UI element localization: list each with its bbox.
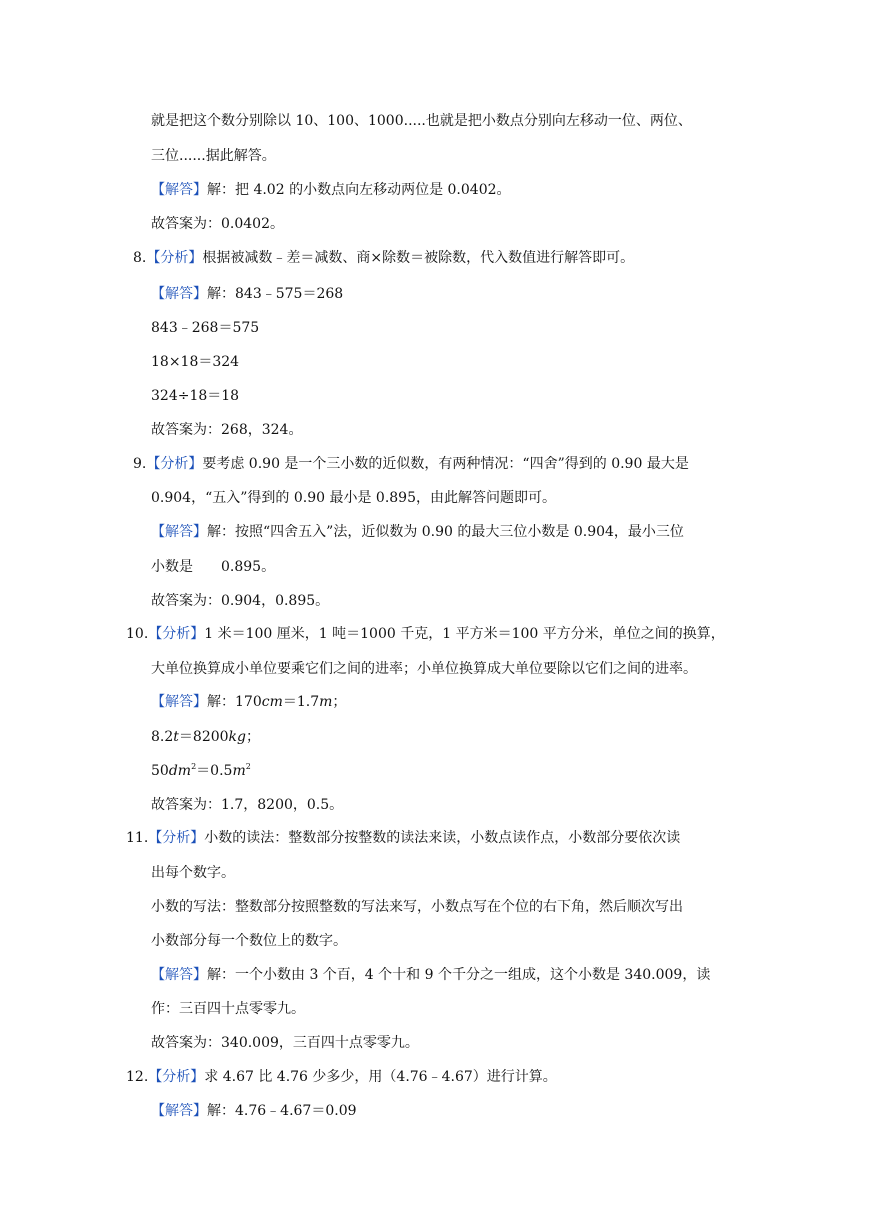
line-text: 0.904，“五入”得到的 0.90 最小是 0.895，由此解答问题即可。 [151, 490, 556, 506]
unit-text: m [232, 763, 246, 779]
question-9-analysis [133, 454, 689, 474]
answer-tag: 【解答】 [151, 1103, 207, 1119]
line-text: 解：4.76﹣4.67＝0.09 [207, 1103, 357, 1119]
line-text: 故答案为：0.904，0.895。 [151, 593, 330, 609]
line-text: 故答案为：340.009，三百四十点零零九。 [151, 1035, 419, 1051]
answer-tag: 【解答】 [151, 967, 207, 983]
unit-text: cm [261, 694, 283, 710]
line-text: ； [246, 729, 260, 745]
answer-line [151, 692, 346, 712]
question-number: 11. [126, 830, 149, 846]
text-line [151, 795, 343, 815]
text-line [151, 659, 697, 679]
line-text: 作：三百四十点零零九。 [151, 1001, 305, 1017]
answer-tag: 【解答】 [151, 524, 207, 540]
text-line [151, 488, 556, 508]
text-line [151, 999, 305, 1019]
unit-text: kg [228, 729, 246, 745]
line-text: 小数部分每一个数位上的数字。 [151, 933, 347, 949]
analysis-tag: 【分析】 [148, 1069, 205, 1085]
line-text: 18×18＝324 [151, 354, 240, 370]
line-text: ＝1.7 [282, 694, 320, 710]
analysis-tag: 【分析】 [146, 250, 203, 266]
line-text: 小数的读法：整数部分按整数的读法来读，小数点读作点，小数部分要依次读 [204, 830, 681, 846]
text-line [151, 111, 692, 131]
line-text: 小数的写法：整数部分按照整数的写法来写，小数点写在个位的右下角，然后顺次写出 [151, 899, 683, 915]
line-text: 出每个数字。 [151, 865, 235, 881]
line-text: 故答案为：0.0402。 [151, 216, 284, 232]
text-line [151, 1033, 419, 1053]
line-text: 解：843﹣575＝268 [207, 286, 344, 302]
line-text: 大单位换算成小单位要乘它们之间的进率；小单位换算成大单位要除以它们之间的进率。 [151, 661, 697, 677]
text-line [151, 318, 259, 338]
text-line [151, 214, 284, 234]
line-text: 解：170 [207, 694, 262, 710]
line-text: 故答案为：268，324。 [151, 422, 303, 438]
line-text: 843﹣268＝575 [151, 320, 260, 336]
text-line [151, 146, 276, 166]
text-line [151, 557, 275, 577]
line-text: 8.2 [151, 729, 174, 745]
text-line [151, 352, 239, 372]
answer-line [151, 180, 511, 200]
text-line [151, 386, 239, 406]
answer-tag: 【解答】 [151, 182, 207, 198]
question-11-analysis [126, 828, 680, 848]
answer-line [151, 522, 684, 542]
line-text: 解：一个小数由 3 个百，4 个十和 9 个千分之一组成，这个小数是 340.009，读 [207, 967, 711, 983]
line-text: ＝8200 [178, 729, 229, 745]
line-text: ； [332, 694, 347, 710]
answer-tag: 【解答】 [151, 286, 207, 302]
answer-line [151, 1101, 357, 1121]
line-text: 解：把 4.02 的小数点向左移动两位是 0.0402。 [207, 182, 511, 198]
question-10-analysis [126, 624, 725, 644]
unit-text: t [173, 729, 179, 745]
line-text: 324÷18＝18 [151, 388, 240, 404]
question-number: 8. [133, 250, 147, 266]
line-text: 小数是 0.895。 [151, 559, 276, 575]
answer-tag: 【解答】 [151, 694, 207, 710]
line-text: 1 米＝100 厘米，1 吨＝1000 千克，1 平方米＝100 平方分米，单位之间的换算， [204, 626, 725, 642]
text-line [151, 863, 235, 883]
text-line [151, 931, 347, 951]
text-line [151, 761, 251, 781]
line-text: 故答案为：1.7，8200，0.5。 [151, 797, 344, 813]
question-12-analysis [126, 1067, 557, 1087]
answer-line [151, 284, 343, 304]
line-text: ＝0.5 [196, 763, 233, 779]
answer-line [151, 965, 710, 985]
question-number: 9. [133, 456, 147, 472]
text-line [151, 897, 683, 917]
superscript: 2 [191, 762, 197, 771]
question-number: 10. [126, 626, 149, 642]
text-line [151, 591, 329, 611]
text-line [151, 727, 260, 747]
analysis-tag: 【分析】 [148, 626, 205, 642]
line-text: 求 4.67 比 4.76 少多少，用（4.76﹣4.67）进行计算。 [204, 1069, 557, 1085]
question-8-analysis [133, 248, 634, 268]
analysis-tag: 【分析】 [146, 456, 203, 472]
line-text: 就是把这个数分别除以 10、100、1000.....也就是把小数点分别向左移动一位、两位、 [151, 113, 692, 129]
question-number: 12. [126, 1069, 149, 1085]
line-text: 50 [151, 763, 169, 779]
line-text: 根据被减数﹣差＝减数、商×除数＝被除数，代入数值进行解答即可。 [202, 250, 635, 266]
superscript: 2 [245, 762, 251, 771]
line-text: 要考虑 0.90 是一个三小数的近似数，有两种情况：“四舍”得到的 0.90 最大是 [202, 456, 689, 472]
line-text: 解：按照“四舍五入”法，近似数为 0.90 的最大三位小数是 0.904，最小三位 [207, 524, 684, 540]
analysis-tag: 【分析】 [148, 830, 205, 846]
text-line [151, 420, 302, 440]
unit-text: m [319, 694, 333, 710]
line-text: 三位......据此解答。 [151, 148, 276, 164]
unit-text: dm [168, 763, 192, 779]
